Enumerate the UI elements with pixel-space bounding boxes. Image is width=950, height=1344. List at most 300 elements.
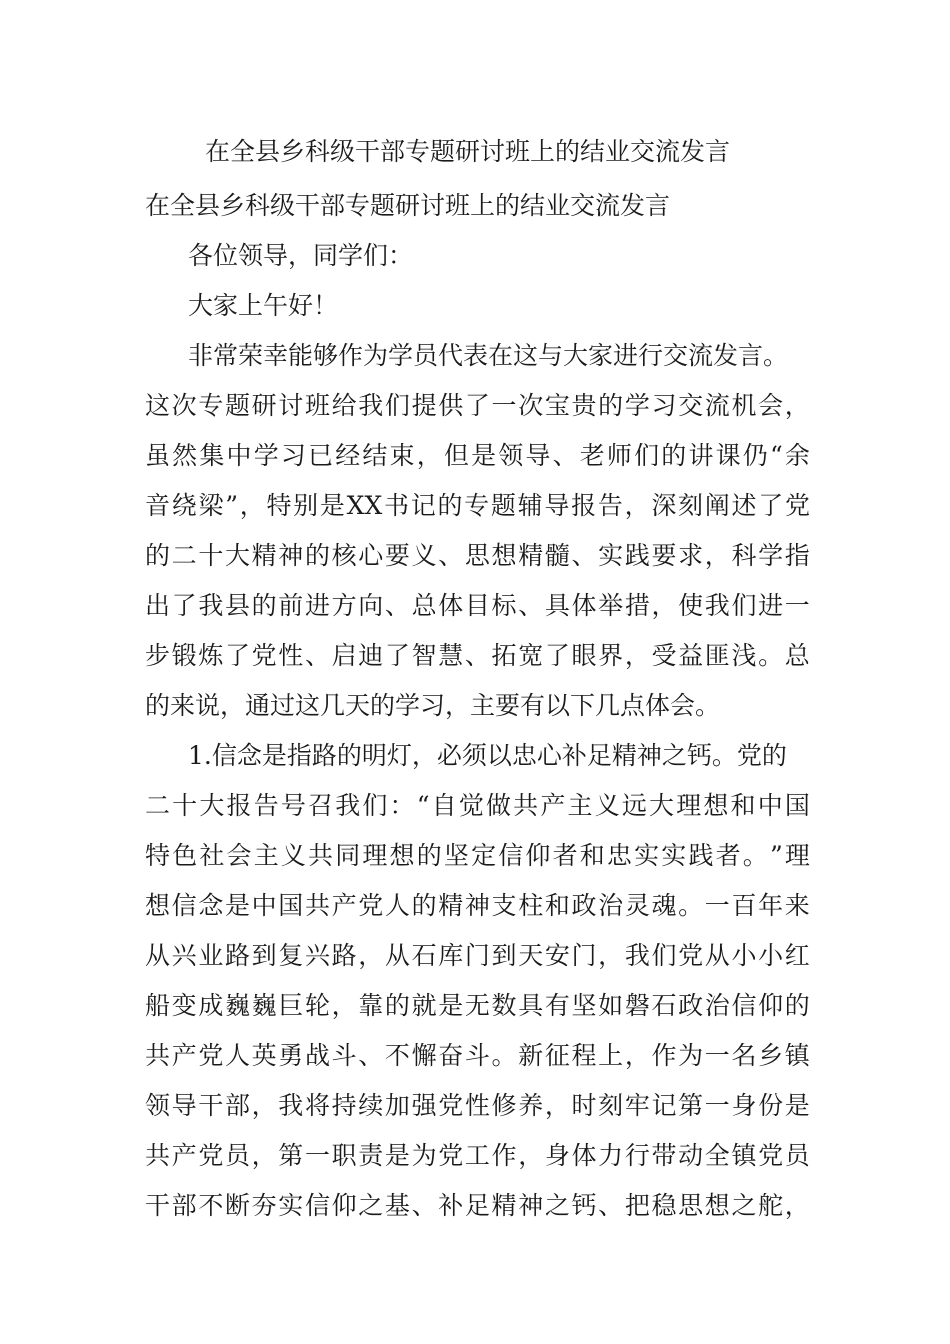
- text-glyph: 领: [498, 441, 524, 470]
- text-glyph: 践: [624, 541, 650, 570]
- text-glyph: 部: [224, 1091, 250, 1120]
- text-glyph: 来: [784, 891, 810, 920]
- text-glyph: 义: [280, 841, 306, 870]
- text-glyph: 党: [758, 1141, 784, 1170]
- text-glyph: 是: [224, 891, 250, 920]
- text-glyph: 一: [704, 1041, 730, 1070]
- paragraph-line: 的来说，通过这几天的学习，主要有以下几点体会。: [145, 691, 721, 720]
- text-glyph: 党: [438, 1141, 464, 1170]
- text-glyph: 从: [145, 941, 171, 970]
- text-glyph: 魂: [651, 891, 677, 920]
- text-glyph: 报: [571, 491, 597, 520]
- text-glyph: 远: [621, 791, 647, 820]
- text-glyph: 匪: [704, 641, 730, 670]
- text-glyph: 们: [362, 791, 388, 820]
- text-glyph: 举: [598, 591, 624, 620]
- text-glyph: 、: [598, 1191, 624, 1220]
- text-glyph: 上: [598, 1041, 624, 1070]
- text-glyph: 神: [518, 1191, 544, 1220]
- text-glyph: 锻: [171, 641, 197, 670]
- text-glyph: 次: [171, 391, 197, 420]
- text-glyph: 了: [171, 591, 197, 620]
- text-glyph: 告: [253, 791, 279, 820]
- text-glyph: 导: [525, 441, 551, 470]
- text-glyph: 想: [491, 541, 517, 570]
- text-glyph: 份: [758, 1091, 784, 1120]
- paragraph-line: [145, 781, 810, 831]
- text-glyph: 这: [145, 391, 171, 420]
- text-glyph: 、: [304, 641, 330, 670]
- text-glyph: 者: [715, 841, 741, 870]
- text-glyph: 出: [145, 591, 171, 620]
- text-glyph: 、: [438, 541, 464, 570]
- text-glyph: 柱: [518, 891, 544, 920]
- text-glyph: 的: [416, 841, 442, 870]
- text-glyph: 仰: [331, 1191, 357, 1220]
- text-glyph: 进: [758, 591, 784, 620]
- text-glyph: 动: [678, 1141, 704, 1170]
- text-glyph: 界: [598, 641, 624, 670]
- text-glyph: 力: [598, 1141, 624, 1170]
- text-glyph: 辅: [517, 491, 543, 520]
- text-glyph: 带: [651, 1141, 677, 1170]
- text-glyph: 大: [649, 791, 675, 820]
- paragraph-line: [145, 831, 810, 881]
- text-glyph: 体: [438, 591, 464, 620]
- text-glyph: 实: [278, 1191, 304, 1220]
- text-glyph: 产: [171, 1141, 197, 1170]
- text-glyph: 十: [172, 791, 198, 820]
- text-glyph: 精: [518, 541, 544, 570]
- text-glyph: ，: [624, 641, 650, 670]
- text-glyph: 科: [731, 541, 757, 570]
- text-glyph: 想: [389, 841, 415, 870]
- text-glyph: 兴: [171, 941, 197, 970]
- text-glyph: 路: [224, 941, 250, 970]
- text-glyph: 宽: [518, 641, 544, 670]
- text-glyph: 供: [438, 391, 464, 420]
- text-glyph: 流: [704, 391, 730, 420]
- text-glyph: 信: [304, 1191, 330, 1220]
- text-glyph: 了: [758, 491, 784, 520]
- text-glyph: 特: [266, 491, 292, 520]
- text-glyph: 书: [383, 491, 409, 520]
- document-title: 在全县乡科级干部专题研讨班上的结业交流发言: [205, 137, 731, 166]
- text-glyph: 机: [731, 391, 757, 420]
- text-glyph: 次: [518, 391, 544, 420]
- text-glyph: 会: [758, 391, 784, 420]
- text-glyph: 一: [784, 591, 810, 620]
- text-glyph: 贵: [571, 391, 597, 420]
- text-glyph: 年: [758, 891, 784, 920]
- text-glyph: 向: [358, 591, 384, 620]
- text-glyph: 别: [293, 491, 319, 520]
- text-glyph: 记: [410, 491, 436, 520]
- text-glyph: ，: [704, 541, 730, 570]
- text-glyph: 和: [730, 791, 756, 820]
- text-glyph: 员: [784, 1141, 810, 1170]
- text-glyph: 益: [678, 641, 704, 670]
- paragraph-line: [145, 931, 810, 981]
- text-glyph: 求: [678, 541, 704, 570]
- paragraph-line: [145, 381, 810, 431]
- text-glyph: 国: [278, 891, 304, 920]
- text-glyph: 产: [331, 891, 357, 920]
- text-glyph: 战: [304, 1041, 330, 1070]
- text-glyph: 要: [384, 541, 410, 570]
- text-glyph: 步: [145, 641, 171, 670]
- document-body: [145, 181, 810, 1231]
- text-glyph: 指: [784, 541, 810, 570]
- text-glyph: 稳: [651, 1191, 677, 1220]
- text-glyph: 的: [437, 491, 463, 520]
- text-glyph: 、: [411, 1191, 437, 1220]
- paragraph-line: 1.信念是指路的明灯，必须以忠心补足精神之钙。党的: [188, 741, 787, 770]
- text-glyph: 习: [280, 441, 306, 470]
- text-glyph: 自: [431, 791, 457, 820]
- text-glyph: 责: [358, 1141, 384, 1170]
- text-glyph: 共: [145, 1041, 171, 1070]
- text-glyph: 课: [715, 441, 741, 470]
- text-glyph: 牢: [624, 1091, 650, 1120]
- text-glyph: 职: [331, 1141, 357, 1170]
- text-glyph: 们: [731, 591, 757, 620]
- text-glyph: 、: [518, 591, 544, 620]
- text-glyph: ，: [331, 991, 357, 1020]
- text-glyph: 仰: [758, 991, 784, 1020]
- text-glyph: 进: [304, 591, 330, 620]
- text-glyph: 我: [335, 791, 361, 820]
- text-glyph: 深: [651, 491, 677, 520]
- text-glyph: 名: [731, 1041, 757, 1070]
- text-glyph: 学: [758, 541, 784, 570]
- text-glyph: 报: [226, 791, 252, 820]
- text-glyph: 船: [145, 991, 171, 1020]
- text-glyph: 刻: [678, 491, 704, 520]
- text-glyph: 束: [389, 441, 415, 470]
- text-glyph: 党: [198, 1041, 224, 1070]
- text-glyph: 方: [331, 591, 357, 620]
- text-glyph: ，: [598, 941, 624, 970]
- text-glyph: XX: [346, 491, 383, 520]
- text-glyph: 政: [571, 891, 597, 920]
- text-glyph: 身: [731, 1091, 757, 1120]
- text-glyph: 我: [198, 591, 224, 620]
- text-glyph: ，: [624, 491, 650, 520]
- text-glyph: 石: [411, 941, 437, 970]
- text-glyph: 是: [384, 1141, 410, 1170]
- text-glyph: 想: [704, 1191, 730, 1220]
- text-glyph: 浅: [731, 641, 757, 670]
- text-glyph: 业: [198, 941, 224, 970]
- text-glyph: 兴: [304, 941, 330, 970]
- text-glyph: 红: [784, 941, 810, 970]
- text-glyph: 干: [145, 1191, 171, 1220]
- text-glyph: 绕: [171, 491, 197, 520]
- text-glyph: 斗: [464, 1041, 490, 1070]
- salutation: 各位领导，同学们：: [188, 241, 414, 270]
- text-glyph: 我: [278, 1091, 304, 1120]
- text-glyph: 党: [358, 891, 384, 920]
- text-glyph: 国: [784, 791, 810, 820]
- text-glyph: 告: [597, 491, 623, 520]
- text-glyph: 持: [331, 1091, 357, 1120]
- text-glyph: 专: [464, 491, 490, 520]
- text-glyph: 精: [491, 1191, 517, 1220]
- text-glyph: 迪: [358, 641, 384, 670]
- text-glyph: 想: [145, 891, 171, 920]
- paragraph-line: [145, 581, 810, 631]
- text-glyph: 、: [571, 541, 597, 570]
- text-glyph: 实: [598, 541, 624, 570]
- text-glyph: 宝: [544, 391, 570, 420]
- text-glyph: 仍: [742, 441, 768, 470]
- text-glyph: 神: [278, 541, 304, 570]
- text-glyph: 特: [145, 841, 171, 870]
- text-glyph: 干: [198, 1091, 224, 1120]
- text-glyph: 是: [319, 491, 345, 520]
- text-glyph: 、: [464, 641, 490, 670]
- text-glyph: 复: [278, 941, 304, 970]
- text-glyph: 了: [384, 641, 410, 670]
- text-glyph: 具: [544, 591, 570, 620]
- text-glyph: ，: [518, 1141, 544, 1170]
- text-glyph: 一: [704, 1091, 730, 1120]
- text-glyph: 提: [411, 391, 437, 420]
- text-glyph: 余: [784, 441, 810, 470]
- text-glyph: 了: [224, 641, 250, 670]
- text-glyph: 养: [518, 1091, 544, 1120]
- text-glyph: 结: [362, 441, 388, 470]
- text-glyph: 的: [384, 991, 410, 1020]
- text-glyph: ，: [416, 441, 442, 470]
- text-glyph: 炼: [198, 641, 224, 670]
- text-glyph: 学: [253, 441, 279, 470]
- text-glyph: 班: [304, 391, 330, 420]
- text-glyph: 懈: [411, 1041, 437, 1070]
- text-glyph: 。: [678, 891, 704, 920]
- text-glyph: 同: [335, 841, 361, 870]
- text-glyph: 之: [358, 1191, 384, 1220]
- text-glyph: 召: [308, 791, 334, 820]
- text-glyph: 之: [731, 1191, 757, 1220]
- text-glyph: 产: [540, 791, 566, 820]
- text-glyph: 一: [704, 891, 730, 920]
- text-glyph: 的: [304, 541, 330, 570]
- text-glyph: 题: [224, 391, 250, 420]
- text-glyph: 学: [624, 391, 650, 420]
- text-glyph: 理: [676, 791, 702, 820]
- text-glyph: 夯: [251, 1191, 277, 1220]
- text-glyph: 践: [688, 841, 714, 870]
- text-glyph: 交: [678, 391, 704, 420]
- text-glyph: ，: [784, 1191, 810, 1220]
- text-glyph: 慧: [438, 641, 464, 670]
- text-glyph: 实: [634, 841, 660, 870]
- text-glyph: 髓: [544, 541, 570, 570]
- text-glyph: 导: [171, 1091, 197, 1120]
- text-glyph: “: [769, 441, 783, 470]
- text-glyph: 党: [438, 1091, 464, 1120]
- text-glyph: 者: [552, 841, 578, 870]
- text-glyph: 做: [486, 791, 512, 820]
- text-glyph: 定: [471, 841, 497, 870]
- text-glyph: 工: [464, 1141, 490, 1170]
- text-glyph: 但: [443, 441, 469, 470]
- text-glyph: 巍: [224, 991, 250, 1020]
- text-glyph: 性: [464, 1091, 490, 1120]
- text-glyph: 斗: [331, 1041, 357, 1070]
- text-glyph: 了: [544, 641, 570, 670]
- text-glyph: 人: [384, 891, 410, 920]
- text-glyph: 从: [384, 941, 410, 970]
- text-glyph: 英: [251, 1041, 277, 1070]
- paragraph-line: [145, 531, 810, 581]
- text-glyph: 师: [606, 441, 632, 470]
- text-glyph: 将: [304, 1091, 330, 1120]
- text-glyph: 体: [571, 1141, 597, 1170]
- text-glyph: 不: [198, 1191, 224, 1220]
- text-glyph: 新: [518, 1041, 544, 1070]
- document-subtitle: 在全县乡科级干部专题研讨班上的结业交流发言: [145, 191, 671, 220]
- text-glyph: 拓: [491, 641, 517, 670]
- text-glyph: 二: [171, 541, 197, 570]
- paragraph-line: [145, 1031, 810, 1081]
- text-glyph: 心: [358, 541, 384, 570]
- text-glyph: 研: [251, 391, 277, 420]
- text-glyph: ，: [239, 491, 265, 520]
- text-glyph: 音: [145, 491, 171, 520]
- text-glyph: ：: [389, 791, 415, 820]
- text-glyph: 想: [703, 791, 729, 820]
- text-glyph: ，: [624, 1041, 650, 1070]
- text-glyph: 理: [362, 841, 388, 870]
- text-glyph: 部: [171, 1191, 197, 1220]
- text-glyph: 变: [171, 991, 197, 1020]
- text-glyph: 二: [145, 791, 171, 820]
- paragraph-line: [145, 981, 810, 1031]
- text-glyph: 义: [594, 791, 620, 820]
- paragraph-line: [145, 881, 810, 931]
- text-glyph: 断: [224, 1191, 250, 1220]
- text-glyph: 十: [198, 541, 224, 570]
- text-glyph: 领: [145, 1091, 171, 1120]
- text-glyph: 主: [567, 791, 593, 820]
- text-glyph: 镇: [731, 1141, 757, 1170]
- text-glyph: 。: [742, 841, 768, 870]
- text-glyph: 时: [571, 1091, 597, 1120]
- text-glyph: 第: [278, 1141, 304, 1170]
- paragraph-line: [145, 1181, 810, 1231]
- text-glyph: 共: [145, 1141, 171, 1170]
- text-glyph: 忠: [606, 841, 632, 870]
- text-glyph: 乡: [758, 1041, 784, 1070]
- text-glyph: 为: [678, 1041, 704, 1070]
- text-glyph: 觉: [458, 791, 484, 820]
- text-glyph: ，: [784, 391, 810, 420]
- text-glyph: ”: [225, 491, 238, 520]
- text-glyph: 们: [384, 391, 410, 420]
- text-glyph: 员: [224, 1141, 250, 1170]
- text-glyph: 舵: [758, 1191, 784, 1220]
- text-glyph: 导: [544, 491, 570, 520]
- text-glyph: 的: [145, 541, 171, 570]
- text-glyph: 是: [784, 1091, 810, 1120]
- text-glyph: 和: [579, 841, 605, 870]
- text-glyph: 经: [335, 441, 361, 470]
- text-glyph: 、: [384, 591, 410, 620]
- text-glyph: 信: [498, 841, 524, 870]
- text-glyph: ，: [251, 1141, 277, 1170]
- text-glyph: 百: [731, 891, 757, 920]
- text-glyph: 无: [464, 991, 490, 1020]
- text-glyph: 的: [598, 391, 624, 420]
- text-glyph: 党: [198, 1141, 224, 1170]
- text-glyph: 基: [384, 1191, 410, 1220]
- text-glyph: 支: [491, 891, 517, 920]
- text-glyph: 思: [678, 1191, 704, 1220]
- text-glyph: 不: [384, 1041, 410, 1070]
- text-glyph: 要: [651, 541, 677, 570]
- text-glyph: 续: [358, 1091, 384, 1120]
- text-glyph: 共: [513, 791, 539, 820]
- text-glyph: 作: [651, 1041, 677, 1070]
- text-glyph: 信: [171, 891, 197, 920]
- text-glyph: 思: [464, 541, 490, 570]
- text-glyph: 体: [571, 591, 597, 620]
- text-glyph: 从: [704, 941, 730, 970]
- text-glyph: 们: [651, 941, 677, 970]
- text-glyph: 集: [199, 441, 225, 470]
- text-glyph: 述: [731, 491, 757, 520]
- text-glyph: 把: [624, 1191, 650, 1220]
- text-glyph: 门: [464, 941, 490, 970]
- text-glyph: 党: [678, 941, 704, 970]
- text-glyph: 、: [552, 441, 578, 470]
- text-glyph: 补: [438, 1191, 464, 1220]
- text-glyph: 前: [278, 591, 304, 620]
- text-glyph: 共: [308, 841, 334, 870]
- text-glyph: 受: [651, 641, 677, 670]
- text-glyph: 中: [757, 791, 783, 820]
- text-glyph: 会: [226, 841, 252, 870]
- text-glyph: 安: [544, 941, 570, 970]
- text-glyph: 中: [251, 891, 277, 920]
- text-glyph: 石: [651, 991, 677, 1020]
- text-glyph: “: [416, 791, 430, 820]
- text-glyph: 梁: [198, 491, 224, 520]
- text-glyph: 神: [464, 891, 490, 920]
- text-glyph: 磐: [624, 991, 650, 1020]
- text-glyph: 性: [278, 641, 304, 670]
- greeting: 大家上午好！: [188, 291, 339, 320]
- text-glyph: 社: [199, 841, 225, 870]
- text-glyph: 到: [251, 941, 277, 970]
- text-glyph: 阐: [704, 491, 730, 520]
- paragraph-line: [145, 1131, 810, 1181]
- text-glyph: 我: [358, 391, 384, 420]
- text-glyph: 坚: [571, 991, 597, 1020]
- text-glyph: 。: [758, 641, 784, 670]
- text-glyph: 全: [704, 1141, 730, 1170]
- text-glyph: 具: [518, 991, 544, 1020]
- text-glyph: 的: [411, 891, 437, 920]
- text-glyph: 如: [598, 991, 624, 1020]
- text-glyph: 号: [280, 791, 306, 820]
- text-glyph: 使: [678, 591, 704, 620]
- text-glyph: 和: [544, 891, 570, 920]
- text-glyph: 仰: [525, 841, 551, 870]
